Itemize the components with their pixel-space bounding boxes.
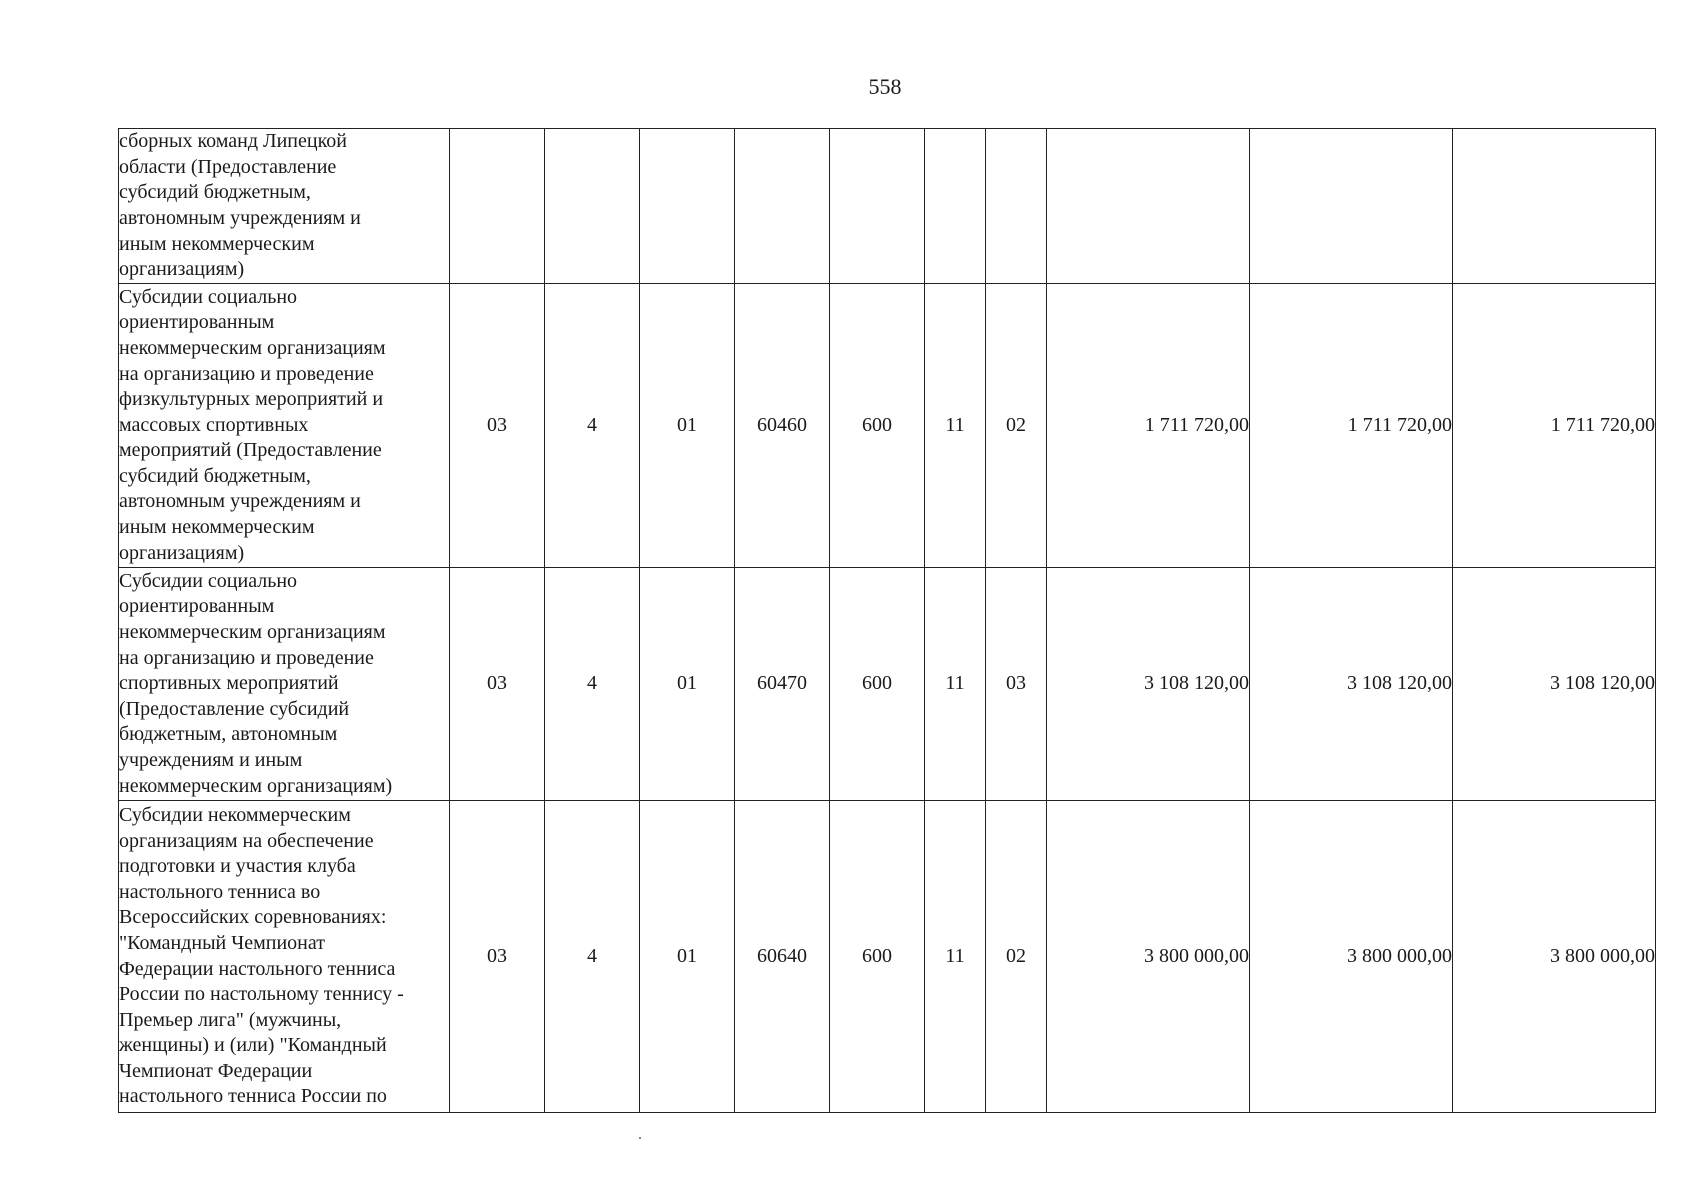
subsection-cell: 02 <box>986 284 1047 568</box>
table-row <box>119 568 1656 801</box>
page-number: 558 <box>868 74 902 99</box>
row-description: Субсидии социально ориентированным некоммерческим организациям на организацию и проведение спортивных мероприятий (Предоставление субсидий бюджетным, автономным учреждениям и иным некоммерческим организациям) <box>119 568 450 801</box>
amount-year-3-cell: 3 800 000,00 <box>1453 801 1656 1113</box>
subprogram-code-cell: 01 <box>640 284 735 568</box>
amount-year-2-cell: 1 711 720,00 <box>1250 284 1453 568</box>
subprogram-code-cell <box>640 129 735 284</box>
program-code-cell <box>545 129 640 284</box>
table-row <box>119 801 1656 1113</box>
program-code-cell: 4 <box>545 568 640 801</box>
amount-year-3-cell: 1 711 720,00 <box>1453 284 1656 568</box>
section-cell: 11 <box>925 801 986 1113</box>
expense-type-cell <box>830 129 925 284</box>
direction-code-cell: 60470 <box>735 568 830 801</box>
subsection-cell: 02 <box>986 801 1047 1113</box>
ministry-code-cell <box>450 129 545 284</box>
section-cell: 11 <box>925 568 986 801</box>
table-row <box>119 129 1656 284</box>
amount-year-3-cell: 3 108 120,00 <box>1453 568 1656 801</box>
amount-year-1-cell: 3 800 000,00 <box>1047 801 1250 1113</box>
section-cell: 11 <box>925 284 986 568</box>
direction-code-cell: 60640 <box>735 801 830 1113</box>
amount-year-2-cell <box>1250 129 1453 284</box>
row-description: сборных команд Липецкой области (Предоставление субсидий бюджетным, автономным учреждениям и иным некоммерческим организациям) <box>119 129 450 284</box>
expense-type-cell: 600 <box>830 284 925 568</box>
row-description: Субсидии некоммерческим организациям на обеспечение подготовки и участия клуба настольного тенниса во Всероссийских соревнованиях: "Командный Чемпионат Федерации настольного тенниса России по настольному теннису - Премьер лига" (мужчины, женщины) и (или) "Командный Чемпионат Федерации настольного тенниса России по <box>119 801 450 1113</box>
expense-type-cell: 600 <box>830 801 925 1113</box>
scan-speck <box>639 1137 641 1139</box>
table-row <box>119 284 1656 568</box>
row-description: Субсидии социально ориентированным некоммерческим организациям на организацию и проведение физкультурных мероприятий и массовых спортивных мероприятий (Предоставление субсидий бюджетным, автономным учреждениям и иным некоммерческим организациям) <box>119 284 450 568</box>
amount-year-1-cell: 3 108 120,00 <box>1047 568 1250 801</box>
direction-code-cell: 60460 <box>735 284 830 568</box>
subprogram-code-cell: 01 <box>640 801 735 1113</box>
direction-code-cell <box>735 129 830 284</box>
program-code-cell: 4 <box>545 801 640 1113</box>
amount-year-3-cell <box>1453 129 1656 284</box>
amount-year-2-cell: 3 800 000,00 <box>1250 801 1453 1113</box>
program-code-cell: 4 <box>545 284 640 568</box>
subsection-cell: 03 <box>986 568 1047 801</box>
amount-year-1-cell: 1 711 720,00 <box>1047 284 1250 568</box>
subsection-cell <box>986 129 1047 284</box>
section-cell <box>925 129 986 284</box>
ministry-code-cell: 03 <box>450 568 545 801</box>
amount-year-2-cell: 3 108 120,00 <box>1250 568 1453 801</box>
expense-type-cell: 600 <box>830 568 925 801</box>
subprogram-code-cell: 01 <box>640 568 735 801</box>
amount-year-1-cell <box>1047 129 1250 284</box>
ministry-code-cell: 03 <box>450 284 545 568</box>
budget-table <box>118 128 1656 1113</box>
ministry-code-cell: 03 <box>450 801 545 1113</box>
